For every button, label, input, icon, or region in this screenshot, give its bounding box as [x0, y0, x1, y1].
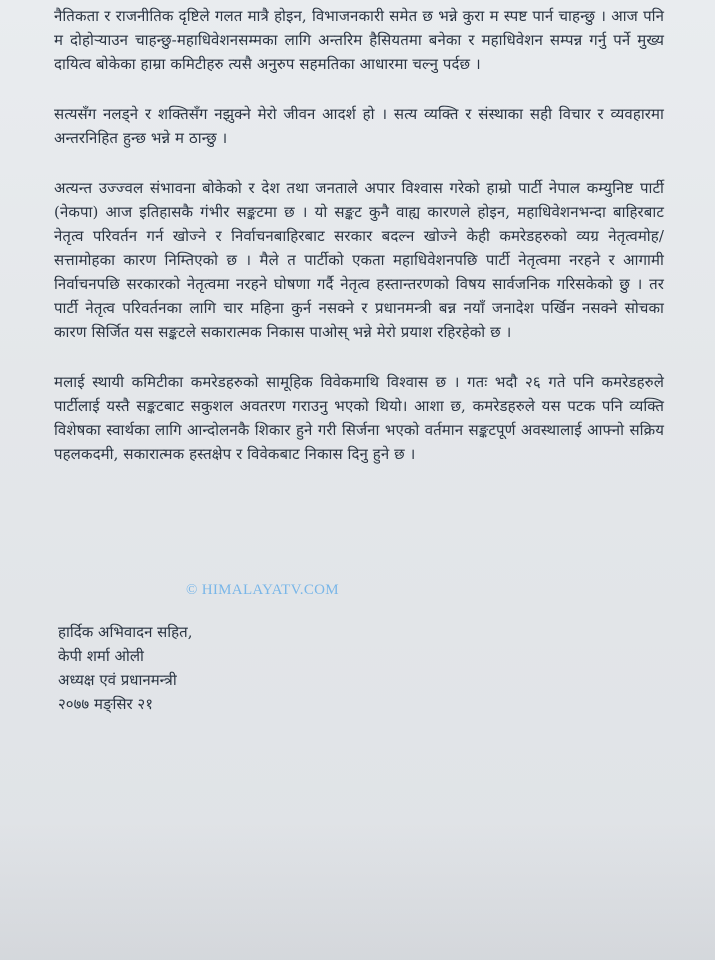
signoff-date: २०७७ मङ्सिर २१ — [58, 695, 154, 713]
signoff-name: केपी शर्मा ओली — [58, 647, 144, 665]
paragraph-2: सत्यसँग नलड्ने र शक्तिसँग नझुक्ने मेरो जीवन आदर्श हो । सत्य व्यक्ति र संस्थाका सही विचार र व्यवहारमा अन्तरनिहित हुन्छ भन्ने म ठान्छु । — [54, 105, 664, 147]
letter-body — [54, 4, 664, 466]
paragraph-4: मलाई स्थायी कमिटीका कमरेडहरुको सामूहिक विवेकमाथि विश्वास छ । गतः भदौ २६ गते पनि कमरेडहरुले पार्टीलाई यस्तै सङ्कटबाट सकुशल अवतरण गराउनु भएको थियो। आशा छ, कमरेडहरुले यस पटक पनि व्यक्ति विशेषका स्वार्थका लागि आन्दोलनकै शिकार हुने गरी सिर्जना भएको वर्तमान सङ्कटपूर्ण अवस्थालाई आफ्नो सक्रिय पहलकदमी, सकारात्मक हस्तक्षेप र विवेकबाट निकास दिनु हुने छ । — [54, 373, 664, 463]
signoff-block — [58, 620, 192, 716]
signoff-title: अध्यक्ष एवं प्रधानमन्त्री — [58, 671, 177, 689]
paragraph-1: नैतिकता र राजनीतिक दृष्टिले गलत मात्रै होइन, विभाजनकारी समेत छ भन्ने कुरा म स्पष्ट पार्न चाहन्छु । आज पनि म दोहोऱ्याउन चाहन्छु-महाधिवेशनसम्मका लागि अन्तरिम हैसियतमा बनेका र महाधिवेशन सम्पन्न गर्नु पर्ने मुख्य दायित्व बोकेका हाम्रा कमिटीहरु त्यसै अनुरुप सहमतिका आधारमा चल्नु पर्दछ । — [54, 7, 664, 73]
paragraph-3: अत्यन्त उज्ज्वल संभावना बोकेको र देश तथा जनताले अपार विश्वास गरेको हाम्रो पार्टी नेपाल कम्युनिष्ट पार्टी (नेकपा) आज इतिहासकै गंभीर सङ्कटमा छ । यो सङ्कट कुनै वाह्य कारणले होइन, महाधिवेशनभन्दा बाहिरबाट नेतृत्व परिवर्तन गर्न खोज्ने र निर्वाचनबाहिरबाट सरकार बदल्न खोज्ने केही कमरेडहरुको व्यग्र नेतृत्वमोह/सत्तामोहका कारण निम्तिएको छ । मैले त पार्टीको एकता महाधिवेशनपछि पार्टी नेतृत्वमा नरहने र आगामी निर्वाचनपछि सरकारको नेतृत्वमा नरहने घोषणा गर्दै नेतृत्व हस्तान्तरणको विषय सार्वजनिक गरिसकेको छु । तर पार्टी नेतृत्व परिवर्तनका लागि चार महिना कुर्न नसक्ने र प्रधानमन्त्री बन्न नयाँ जनादेश पर्खिन नसक्ने सोचका कारण सिर्जित यस सङ्कटले सकारात्मक निकास पाओस् भन्ने मेरो प्रयाश रहिरहेको छ । — [54, 179, 664, 341]
paper-shadow — [0, 820, 715, 960]
watermark: © HIMALAYATV.COM — [186, 582, 339, 598]
signoff-greeting: हार्दिक अभिवादन सहित, — [58, 623, 193, 641]
